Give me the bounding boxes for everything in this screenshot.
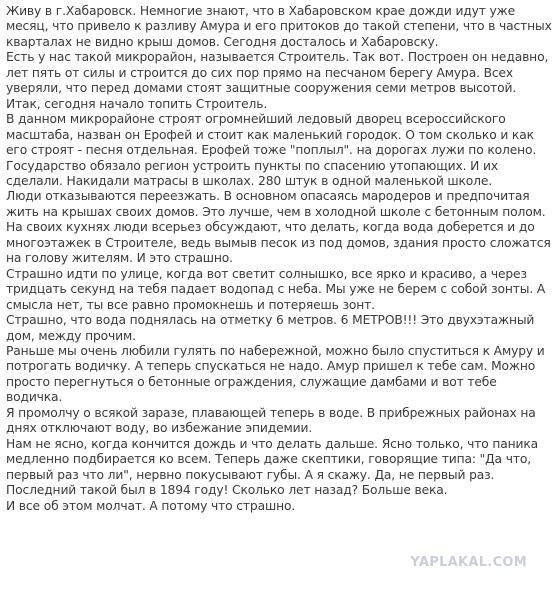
paragraph: Государство обязало регион устроить пункты по спасению утопающих. И их сделали. Накидали матрасы в школах. 280 штук в одной маленькой школе. <box>6 158 498 188</box>
paragraph: На своих кухнях люди всерьез обсуждают, что делать, когда вода доберется и до многоэтажек в Строителе, ведь вымыв песок из под домов, здания просто сложатся на голову жителям. И это страшно. <box>6 220 551 266</box>
paragraph: Нам не ясно, когда кончится дождь и что делать дальше. Ясно только, что паника медленно подбирается ко всем. Теперь даже скептики, говорящие типа: "Да что, первый раз что ли", нервно покусывают губы. А я скажу. Да, не первый раз. Последний такой был в 1894 году! Сколько лет назад? Больше века. <box>6 436 539 498</box>
paragraph: Страшно, что вода поднялась на отметку 6 метров. 6 МЕТРОВ!!! Это двухэтажный дом, между прочим. <box>6 313 535 343</box>
paragraph: Есть у нас такой микрорайон, называется Строитель. Так вот. Построен он недавно, лет пять от силы и строится до сих пор прямо на песчаном берегу Амура. Всех уверяли, что перед домами стоят защитные сооружения семи метров высотой. Итак, сегодня начало топить Строитель. <box>6 50 549 111</box>
paragraph: Люди отказываются переезжать. В основном опасаясь мародеров и предпочитая жить на крышах своих домов. Это лучше, чем в холодной школе с бетонным полом. <box>6 189 546 219</box>
paragraph: И все об этом молчат. А потому что страшно. <box>6 498 296 513</box>
paragraph: Раньше мы очень любили гулять по набережной, можно было спуститься к Амуру и потрогать водичку. А теперь спускаться не надо. Амур пришел к тебе сам. Можно просто перегнуться о бетонные ограждения, служащие дамбами и вот тебе водичка. <box>6 343 545 405</box>
paragraph: Страшно идти по улице, когда вот светит солнышко, все ярко и красиво, а через тридцать секунд на тебя падает водопад с неба. Мы уже не берем с собой зонты. А смысла нет, ты все равно промокнешь и потеряешь зонт. <box>6 266 546 312</box>
site-watermark: YAPLAKAL.COM <box>410 555 527 570</box>
paragraph: Живу в г.Хабаровск. Немногие знают, что в Хабаровском крае дожди идут уже месяц, что привело к разливу Амура и его притоков до такой степени, что в частных кварталах не видно крыш домов. Сегодня досталось и Хабаровску. <box>6 4 552 49</box>
paragraph: В данном микрорайоне строят огромнейший ледовый дворец всероссийского масштаба, назван он Ерофей и стоит как маленький городок. О том сколько и как его строят - песня отдельная. Ерофей тоже "поплыл". на дорогах лужи по колено. <box>6 112 537 158</box>
article-text <box>6 4 552 514</box>
paragraph: Я промолчу о всякой заразе, плавающей теперь в воде. В прибрежных районах на днях отключают воду, во избежание эпидемии. <box>6 405 536 436</box>
